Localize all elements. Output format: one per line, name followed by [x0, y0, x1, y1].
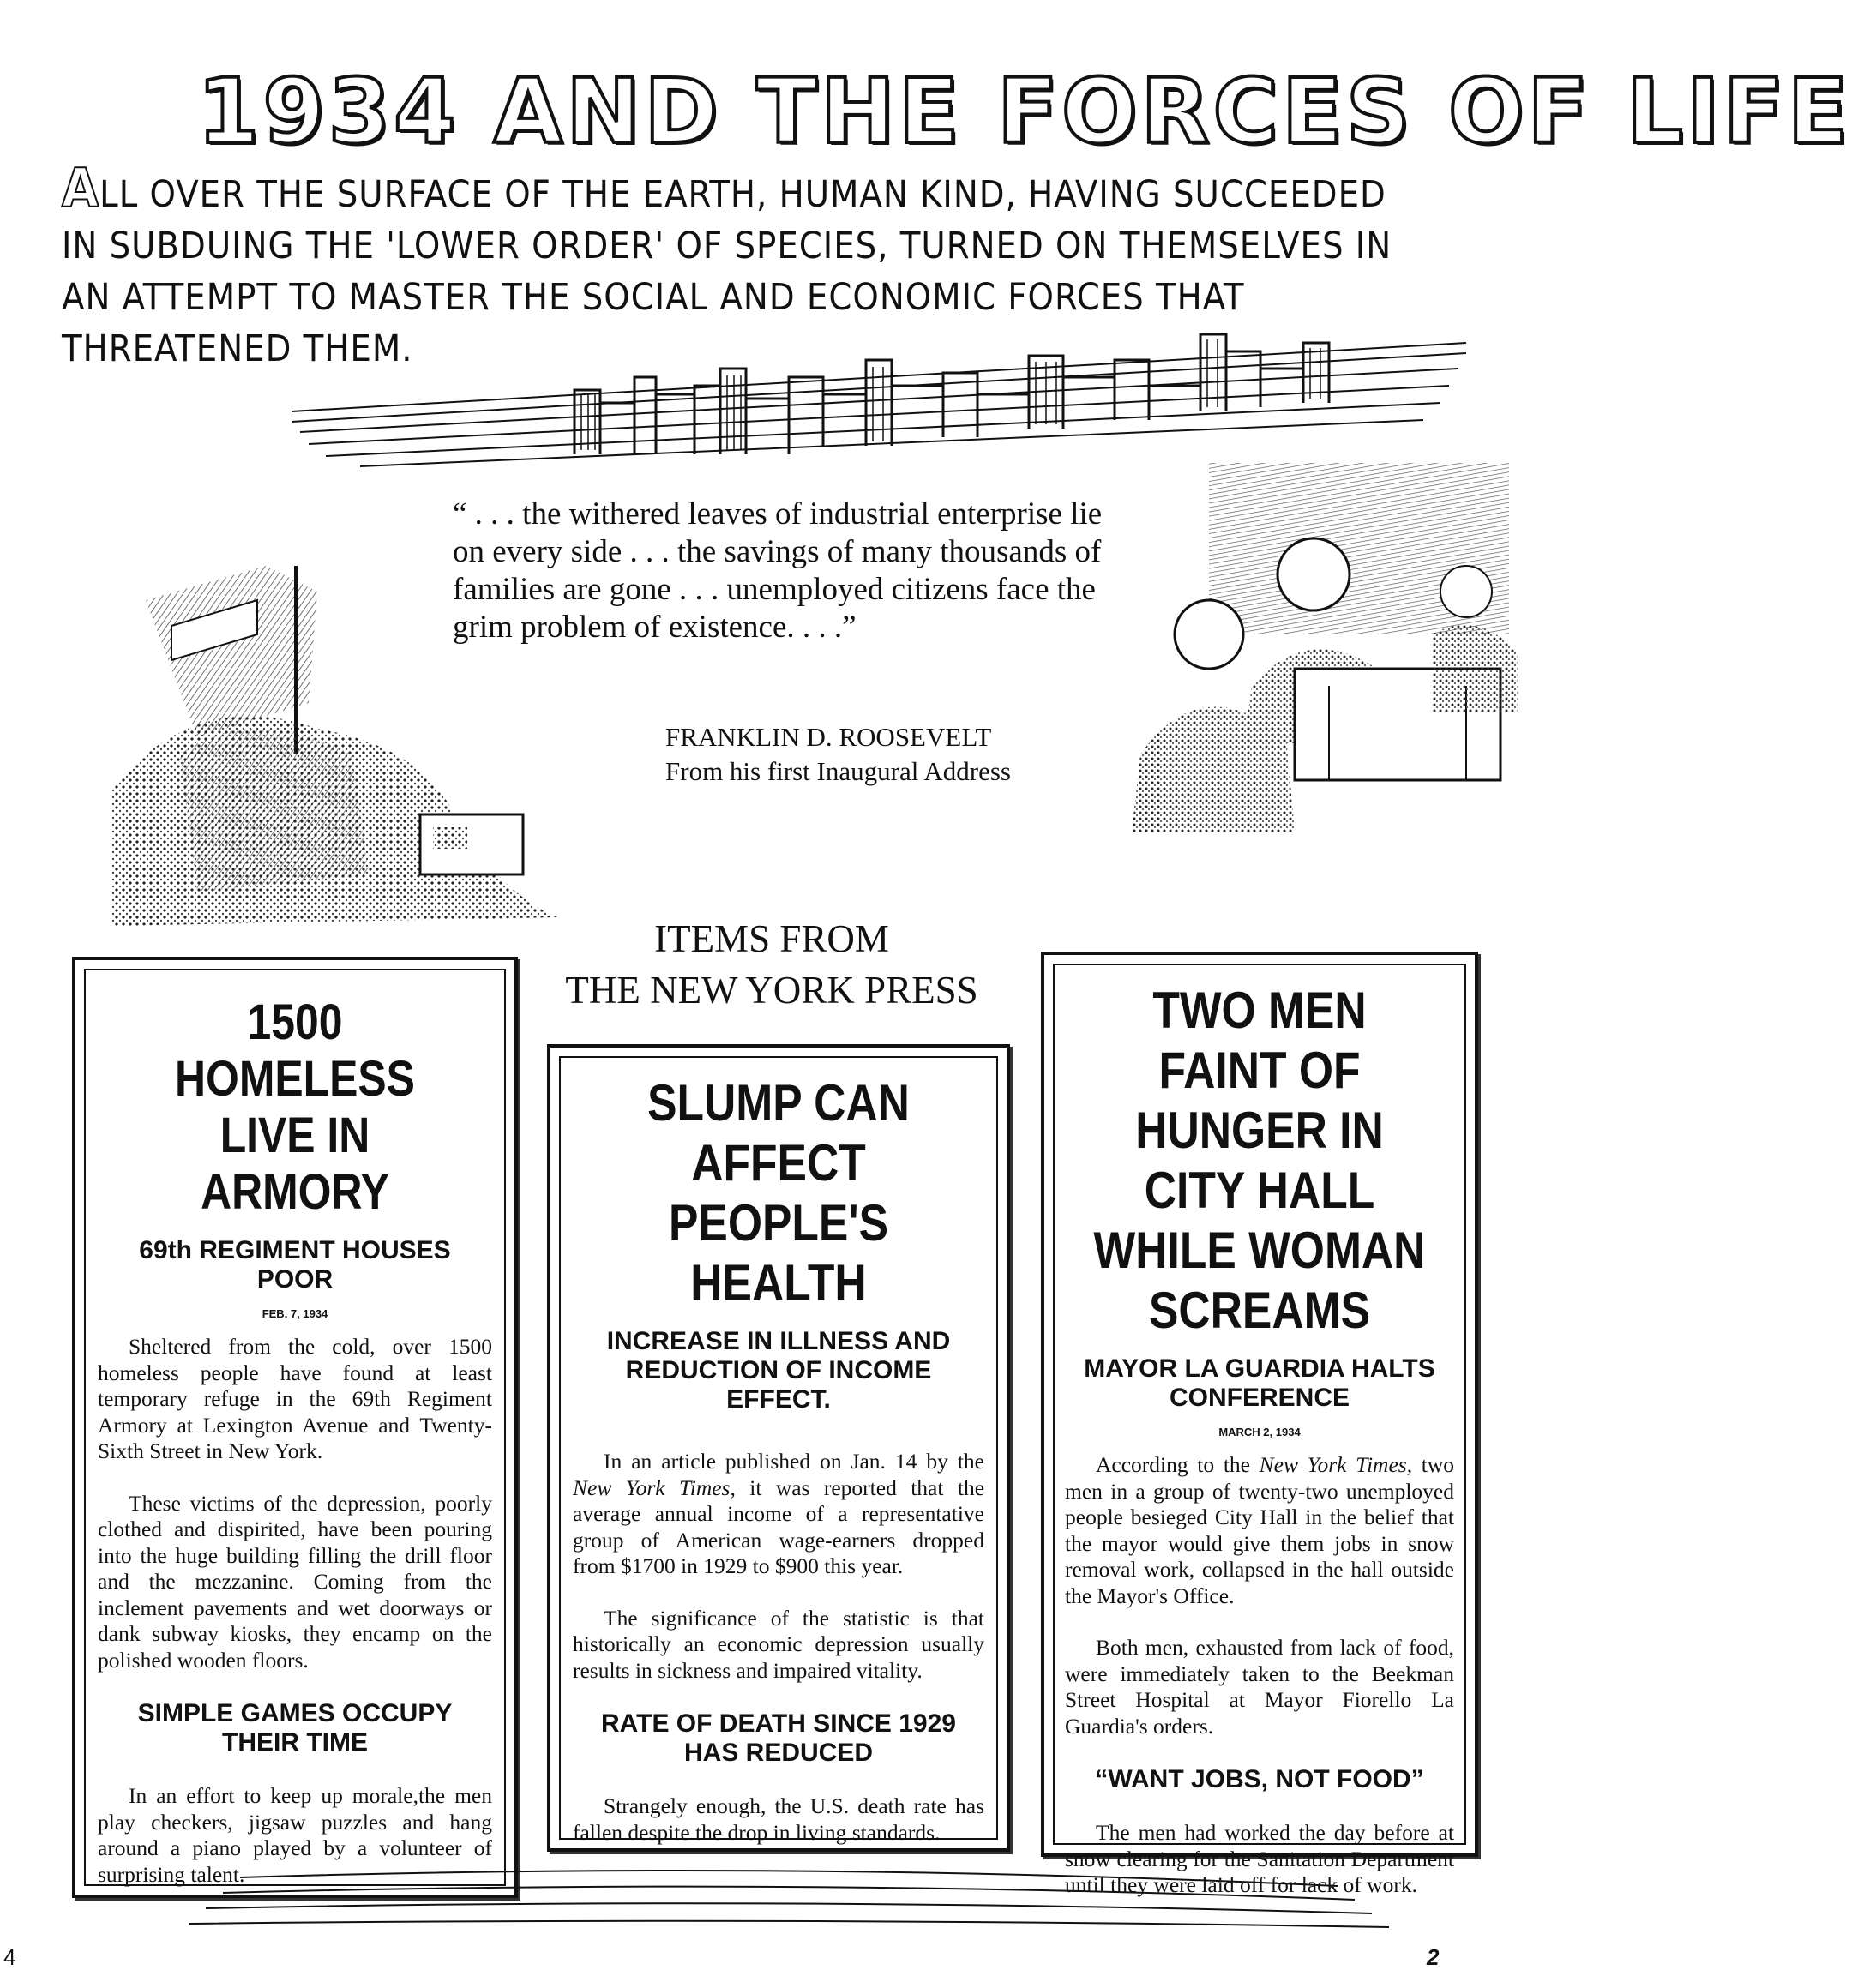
press-heading [540, 913, 1003, 1016]
clipping-subhead-2: “WANT JOBS, NOT FOOD” [1095, 1765, 1424, 1793]
skyline-illustration [292, 309, 1466, 471]
clipping-paragraph: The significance of the statistic is that historically an economic depression usually results in sickness and impaired vitality. [573, 1605, 984, 1683]
quote-source: From his first Inaugural Address [665, 756, 1011, 786]
clipping-date: MARCH 2, 1934 [1218, 1426, 1301, 1438]
clipping-paragraph: Sheltered from the cold, over 1500 homeless people have found at least temporary refuge in the 69th Regiment Armory at Lexington Avenue and Twenty-Sixth Street in New York. [98, 1334, 492, 1463]
quote-attribution [665, 720, 1180, 789]
press-heading-line-1: ITEMS FROM [654, 917, 889, 960]
intro-line-2: IN SUBDUING THE 'LOWER ORDER' OF SPECIES, TURNED ON THEMSELVES IN [62, 225, 1392, 267]
clipping-date: FEB. 7, 1934 [262, 1307, 328, 1320]
clipping-subhead-2: SIMPLE GAMES OCCUPY THEIR TIME [137, 1699, 453, 1757]
drop-cap: A [62, 157, 100, 219]
clipping-paragraph: In an article published on Jan. 14 by the New York Times, it was reported that the average annual income of a representative group of American wage-earners dropped from $1700 in 1929 to $900 this year. [573, 1449, 985, 1578]
news-clipping-city-hall [1041, 952, 1478, 1897]
clipping-paragraph: According to the New York Times, two men in a group of twenty-two unemployed people besieged City Hall in the belief that the mayor would give them jobs in snow removal work, collapsed in the hall outside the Mayor's Office. [1065, 1452, 1455, 1608]
clipping-headline: SLUMP CAN AFFECT PEOPLE'S HEALTH [647, 1074, 910, 1312]
page-number-right: 2 [1427, 1944, 1440, 1970]
clipping-headline: 1500 HOMELESS LIVE IN ARMORY [175, 994, 415, 1220]
clipping-paragraph: These victims of the depression, poorly clothed and dispirited, have been pouring into the huge building filling the drill floor and the mezzanine. Coming from the inclement pavements and wet doorways or dank subway kiosks, they encamp on the polished wooden floors. [98, 1490, 492, 1673]
page-title: 1934 AND THE FORCES OF LIFE [197, 59, 1852, 164]
clipping-subhead: INCREASE IN ILLNESS AND REDUCTION OF INCOME EFFECT. [606, 1327, 951, 1414]
intro-line-1: ALL OVER THE SURFACE OF THE EARTH, HUMAN KIND, HAVING SUCCEEDED [62, 157, 1386, 219]
clipping-subhead: MAYOR LA GUARDIA HALTS CONFERENCE [1084, 1354, 1435, 1412]
quote-author: FRANKLIN D. ROOSEVELT [665, 722, 992, 752]
ground-lines-illustration [189, 1843, 1389, 1937]
clipping-paragraph: In an effort to keep up morale,the men play checkers, jigsaw puzzles and hang around a piano played by a volunteer of surprising talent. [98, 1783, 492, 1887]
clipping-paragraph: Both men, exhausted from lack of food, were immediately taken to the Beekman Street Hospital at Mayor Fiorello La Guardia's orders. [1065, 1635, 1454, 1739]
clipping-paragraph: The men had worked the day before at snow clearing for the Sanitation Department until they were laid off for lack of work. [1065, 1820, 1454, 1897]
clipping-subhead-2: RATE OF DEATH SINCE 1929 HAS REDUCED [601, 1709, 956, 1767]
clipping-paragraph: Strangely enough, the U.S. death rate has fallen despite the drop in living standards. [573, 1793, 984, 1845]
clipping-subhead: 69th REGIMENT HOUSES POOR [139, 1236, 451, 1294]
news-clipping-armory [72, 957, 518, 1898]
roosevelt-quote: “ . . . the withered leaves of industrial enterprise lie on every side . . . the savings of many thousands of families are gone . . . unemployed citizens face the grim problem of existence. . . .” [453, 496, 1103, 645]
intro-line-4: THREATENED THEM. [62, 327, 413, 370]
page-number-left: 4 [3, 1944, 16, 1970]
press-heading-line-2: THE NEW YORK PRESS [565, 969, 978, 1012]
news-clipping-health [547, 1044, 1010, 1852]
clipping-headline: TWO MEN FAINT OF HUNGER IN CITY HALL WHILE WOMAN SCREAMS [1093, 982, 1426, 1339]
intro-line-3: AN ATTEMPT TO MASTER THE SOCIAL AND ECONOMIC FORCES THAT [62, 276, 1245, 319]
